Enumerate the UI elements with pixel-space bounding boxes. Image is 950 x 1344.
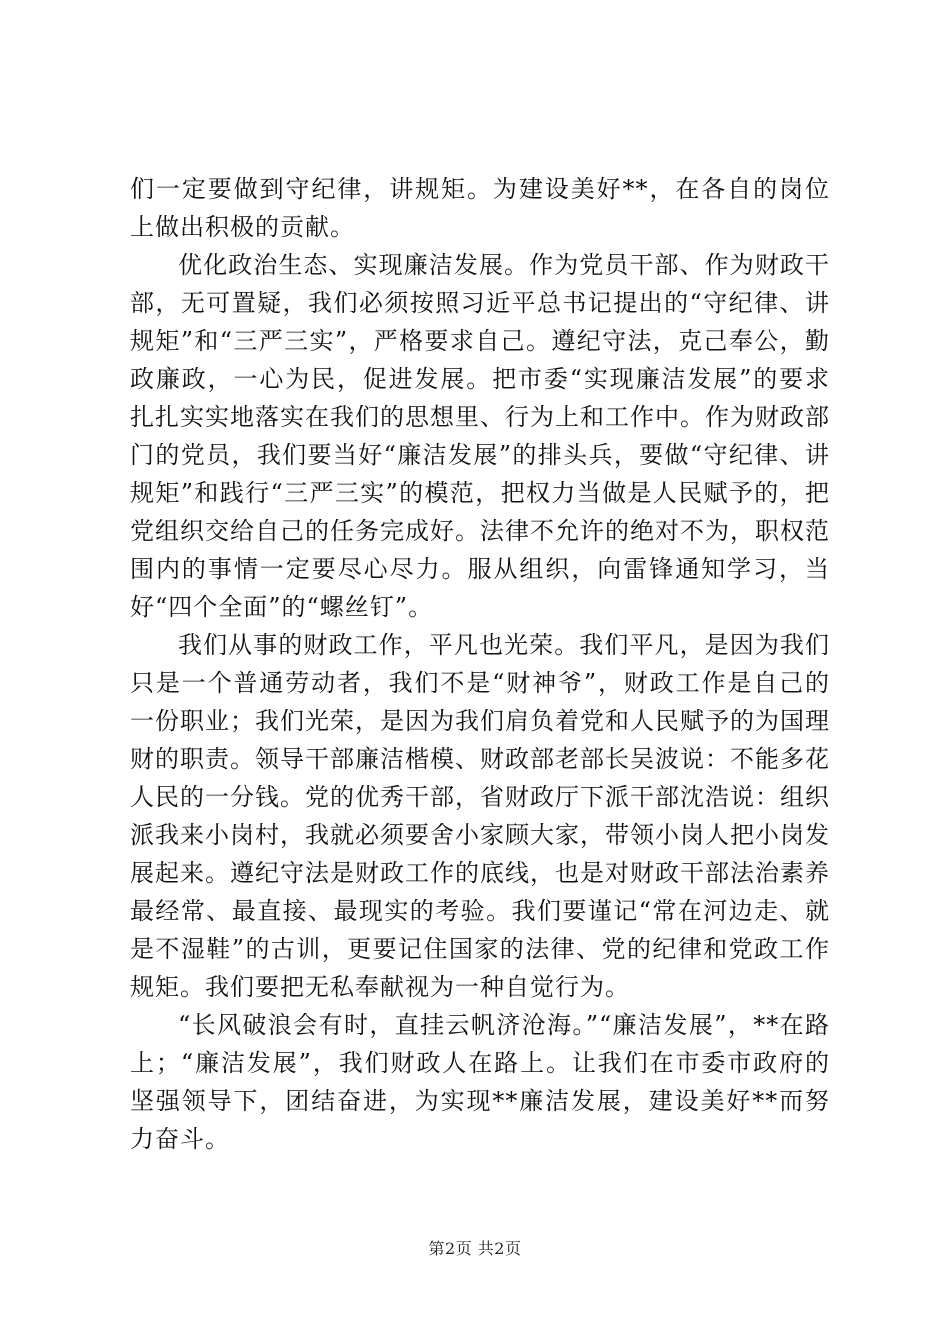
- document-body: [130, 170, 830, 1158]
- paragraph-closing: “长风破浪会有时，直挂云帆济沧海。”“廉洁发展”，**在路上；“廉洁发展”，我们财政人在路上。让我们在市委市政府的坚强领导下，团结奋进，为实现**廉洁发展，建设美好**而努力奋斗。: [130, 1011, 830, 1153]
- paragraph-continuation: 们一定要做到守纪律，讲规矩。为建设美好**，在各自的岗位上做出积极的贡献。: [130, 175, 830, 241]
- paragraph-finance-work: 我们从事的财政工作，平凡也光荣。我们平凡，是因为我们只是一个普通劳动者，我们不是“财神爷”，财政工作是自己的一份职业；我们光荣，是因为我们肩负着党和人民赋予的为国理财的职责。领导干部廉洁楷模、财政部老部长吴波说：不能多花人民的一分钱。党的优秀干部，省财政厅下派干部沈浩说：组织派我来小岗村，我就必须要舍小家顾大家，带领小岗人把小岗发展起来。遵纪守法是财政工作的底线，也是对财政干部法治素养最经常、最直接、最现实的考验。我们要谨记“常在河边走、就是不湿鞋”的古训，更要记住国家的法律、党的纪律和党政工作规矩。我们要把无私奉献视为一种自觉行为。: [130, 631, 830, 1001]
- paragraph-political-ecology: 优化政治生态、实现廉洁发展。作为党员干部、作为财政干部，无可置疑，我们必须按照习近平总书记提出的“守纪律、讲规矩”和“三严三实”，严格要求自己。遵纪守法，克己奉公，勤政廉政，一心为民，促进发展。把市委“实现廉洁发展”的要求扎扎实实地落实在我们的思想里、行为上和工作中。作为财政部门的党员，我们要当好“廉洁发展”的排头兵，要做“守纪律、讲规矩”和践行“三严三实”的模范，把权力当做是人民赋予的，把党组织交给自己的任务完成好。法律不允许的绝对不为，职权范围内的事情一定要尽心尽力。服从组织，向雷锋通知学习，当好“四个全面”的“螺丝钉”。: [130, 251, 830, 621]
- page-number-footer: 第2页 共2页: [428, 1239, 522, 1258]
